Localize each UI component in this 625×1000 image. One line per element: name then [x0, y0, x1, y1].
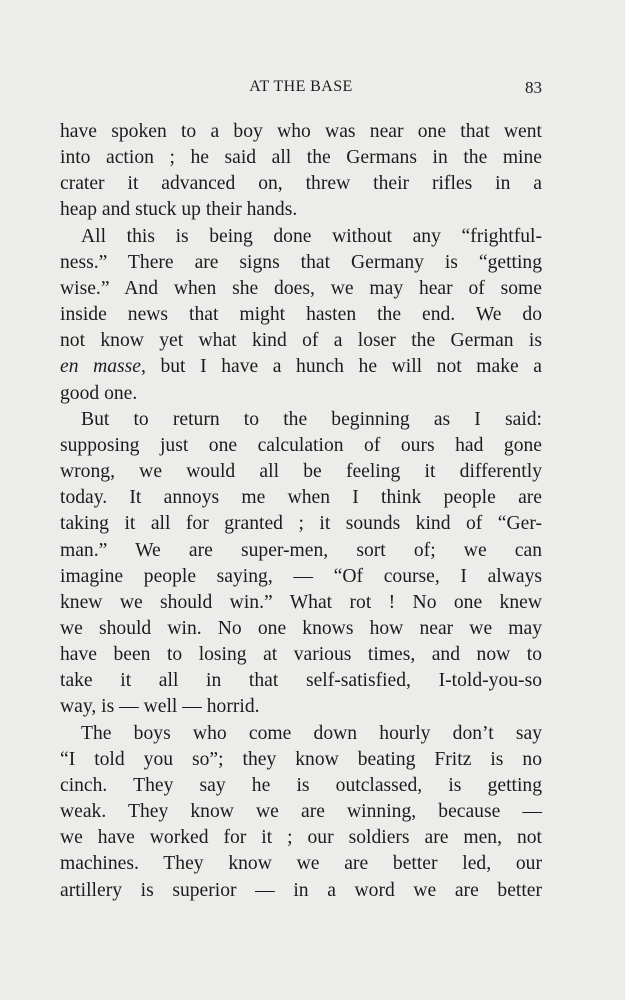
text-line-italic-lead: en masse, but I have a hunch he will not make a — [60, 356, 542, 378]
paragraph — [60, 721, 542, 904]
paragraph — [60, 224, 542, 407]
running-title: AT THE BASE — [249, 78, 353, 95]
paragraph — [60, 407, 542, 721]
text-line: inside news that might hasten the end. We do — [60, 304, 542, 326]
text-line: crater it advanced on, threw their rifles in a — [60, 173, 542, 195]
text-line: taking it all for granted ; it sounds kind of “Ger- — [60, 513, 542, 535]
text-line: wise.” And when she does, we may hear of some — [60, 277, 542, 299]
text-line: good one. — [60, 382, 138, 404]
text-line: have spoken to a boy who was near one that went — [60, 121, 542, 142]
text-line: knew we should win.” What rot ! No one knew — [60, 591, 542, 613]
text-line: All this is being done without any “frightful- — [81, 225, 542, 247]
text-line: machines. They know we are better led, our — [60, 853, 542, 875]
text-line: The boys who come down hourly don’t say — [81, 722, 542, 744]
body-text — [60, 119, 542, 904]
text-line: cinch. They say he is outclassed, is getting — [60, 774, 542, 796]
text-line: But to return to the beginning as I said: — [81, 408, 542, 430]
text-line: imagine people saying, — “Of course, I always — [60, 565, 542, 587]
text-line: we should win. No one knows how near we may — [60, 617, 542, 639]
text-line: not know yet what kind of a loser the German is — [60, 330, 542, 352]
text-line: into action ; he said all the Germans in the mine — [60, 147, 542, 169]
text-line: heap and stuck up their hands. — [60, 199, 298, 221]
text-line: artillery is superior — in a word we are better — [60, 879, 542, 901]
page-header — [60, 78, 542, 102]
text-line: weak. They know we are winning, because — — [60, 801, 542, 823]
text-line: ness.” There are signs that Germany is “getting — [60, 251, 542, 273]
text-line: way, is — well — horrid. — [60, 696, 260, 718]
text-line: we have worked for it ; our soldiers are men, not — [60, 827, 542, 849]
text-line: today. It annoys me when I think people are — [60, 487, 542, 509]
text-line: “I told you so”; they know beating Fritz is no — [60, 748, 542, 770]
text-line: wrong, we would all be feeling it differently — [60, 461, 542, 483]
text-line: man.” We are super-men, sort of; we can — [60, 539, 542, 561]
text-line: take it all in that self-satisfied, I-told-you-so — [60, 670, 542, 692]
text-line: supposing just one calculation of ours had gone — [60, 434, 542, 456]
text-line: have been to losing at various times, and now to — [60, 644, 542, 666]
paragraph — [60, 119, 542, 224]
page-number: 83 — [525, 78, 542, 97]
